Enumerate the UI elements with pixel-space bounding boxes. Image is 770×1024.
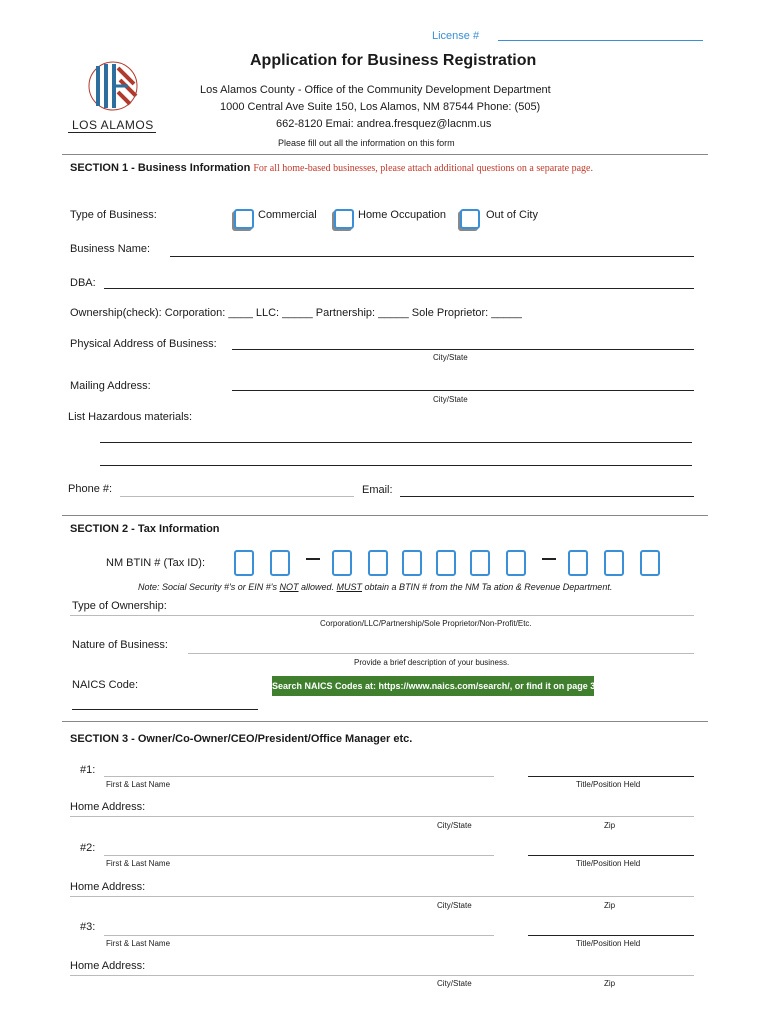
section-1-note: For all home-based businesses, please attach additional questions on a separate page. — [253, 163, 593, 174]
section-1-title: SECTION 1 - Business Information For all home-based businesses, please attach additional questions on a separate page. — [70, 162, 593, 174]
physical-city-state-hint: City/State — [433, 353, 468, 362]
owner-3-home-address-label: Home Address: — [70, 960, 146, 972]
logo-emblem-icon — [68, 56, 158, 116]
org-line-3: 662-8120 Emai: andrea.fresquez@lacnm.us — [276, 118, 492, 130]
commercial-label: Commercial — [258, 209, 317, 221]
owner-1-num: #1: — [80, 764, 96, 776]
phone-label: Phone #: — [68, 483, 113, 495]
hazardous-line-2[interactable] — [100, 465, 692, 466]
dba-label: DBA: — [70, 277, 96, 289]
business-name-label: Business Name: — [70, 243, 151, 255]
ownership-type-field[interactable] — [70, 615, 694, 616]
btin-box-8[interactable] — [506, 550, 526, 576]
mailing-address-field[interactable] — [232, 390, 694, 391]
owner-1-name-field[interactable] — [104, 776, 494, 777]
out-of-city-checkbox[interactable] — [460, 209, 480, 229]
org-line-1: Los Alamos County - Office of the Community Development Department — [200, 84, 551, 96]
naics-code-field[interactable] — [72, 709, 258, 710]
section-3-title: SECTION 3 - Owner/Co-Owner/CEO/President/Office Manager etc. — [70, 733, 413, 745]
btin-note: Note: Social Security #'s or EIN #'s NOT allowed. MUST obtain a BTIN # from the NM Ta ation & Revenue Department. — [138, 582, 613, 592]
owner-3-title-hint: Title/Position Held — [576, 939, 641, 948]
home-occupation-label: Home Occupation — [358, 209, 447, 221]
email-field[interactable] — [400, 496, 694, 497]
type-of-business-label: Type of Business: — [70, 209, 157, 221]
ownership-check-line: Ownership(check): Corporation: ____ LLC: _____ Partnership: _____ Sole Proprietor: _____ — [70, 307, 522, 319]
owner-1-home-address-label: Home Address: — [70, 801, 146, 813]
out-of-city-label: Out of City — [486, 209, 538, 221]
owner-2-city-state-hint: City/State — [437, 901, 472, 910]
owner-2-title-hint: Title/Position Held — [576, 859, 641, 868]
owner-1-title-hint: Title/Position Held — [576, 780, 641, 789]
btin-box-6[interactable] — [436, 550, 456, 576]
btin-dash-2 — [542, 558, 556, 560]
mailing-address-label: Mailing Address: — [70, 380, 151, 392]
ownership-type-hint: Corporation/LLC/Partnership/Sole Proprietor/Non-Profit/Etc. — [320, 619, 532, 628]
owner-3-city-state-hint: City/State — [437, 979, 472, 988]
owner-1-title-field[interactable] — [528, 776, 694, 777]
naics-search-banner: Search NAICS Codes at: https://www.naics.com/search/, or find it on page 3 — [272, 676, 594, 696]
owner-2-home-address-label: Home Address: — [70, 881, 146, 893]
owner-1-zip-hint: Zip — [604, 821, 616, 830]
physical-address-field[interactable] — [232, 349, 694, 350]
license-field[interactable] — [498, 40, 703, 41]
logo — [68, 56, 158, 134]
ownership-type-label: Type of Ownership: — [72, 600, 167, 612]
page-title: Application for Business Registration — [250, 52, 537, 69]
owner-2-name-field[interactable] — [104, 855, 494, 856]
btin-box-7[interactable] — [470, 550, 490, 576]
btin-box-5[interactable] — [402, 550, 422, 576]
owner-2-home-address-field[interactable] — [70, 896, 694, 897]
btin-box-1[interactable] — [234, 550, 254, 576]
business-name-field[interactable] — [170, 256, 694, 257]
naics-code-label: NAICS Code: — [72, 679, 139, 691]
owner-2-title-field[interactable] — [528, 855, 694, 856]
owner-1-home-address-field[interactable] — [70, 816, 694, 817]
hazardous-materials-label: List Hazardous materials: — [68, 411, 193, 423]
owner-3-home-address-field[interactable] — [70, 975, 694, 976]
home-occupation-checkbox[interactable] — [334, 209, 354, 229]
owner-2-num: #2: — [80, 842, 96, 854]
phone-field[interactable] — [120, 496, 354, 497]
email-label: Email: — [362, 484, 393, 496]
owner-2-name-hint: First & Last Name — [106, 859, 171, 868]
owner-3-num: #3: — [80, 921, 96, 933]
btin-label: NM BTIN # (Tax ID): — [106, 557, 206, 569]
owner-2-zip-hint: Zip — [604, 901, 616, 910]
btin-box-9[interactable] — [568, 550, 588, 576]
license-label: License # — [432, 30, 480, 42]
owner-3-name-field[interactable] — [104, 935, 494, 936]
nature-of-business-label: Nature of Business: — [72, 639, 168, 651]
btin-box-4[interactable] — [368, 550, 388, 576]
org-line-2: 1000 Central Ave Suite 150, Los Alamos, NM 87544 Phone: (505) — [220, 101, 541, 113]
owner-3-zip-hint: Zip — [604, 979, 616, 988]
owner-3-name-hint: First & Last Name — [106, 939, 171, 948]
physical-address-label: Physical Address of Business: — [70, 338, 217, 350]
commercial-checkbox[interactable] — [234, 209, 254, 229]
owner-1-city-state-hint: City/State — [437, 821, 472, 830]
owner-3-title-field[interactable] — [528, 935, 694, 936]
hazardous-line-1[interactable] — [100, 442, 692, 443]
btin-dash-1 — [306, 558, 320, 560]
btin-box-10[interactable] — [604, 550, 624, 576]
mailing-city-state-hint: City/State — [433, 395, 468, 404]
btin-box-2[interactable] — [270, 550, 290, 576]
btin-box-3[interactable] — [332, 550, 352, 576]
instruction-text: Please fill out all the information on this form — [278, 138, 455, 148]
logo-text: LOS ALAMOS — [72, 118, 154, 132]
dba-field[interactable] — [104, 288, 694, 289]
nature-of-business-field[interactable] — [188, 653, 694, 654]
btin-box-11[interactable] — [640, 550, 660, 576]
section-2-title: SECTION 2 - Tax Information — [70, 523, 220, 535]
nature-of-business-hint: Provide a brief description of your business. — [354, 658, 510, 667]
owner-1-name-hint: First & Last Name — [106, 780, 171, 789]
